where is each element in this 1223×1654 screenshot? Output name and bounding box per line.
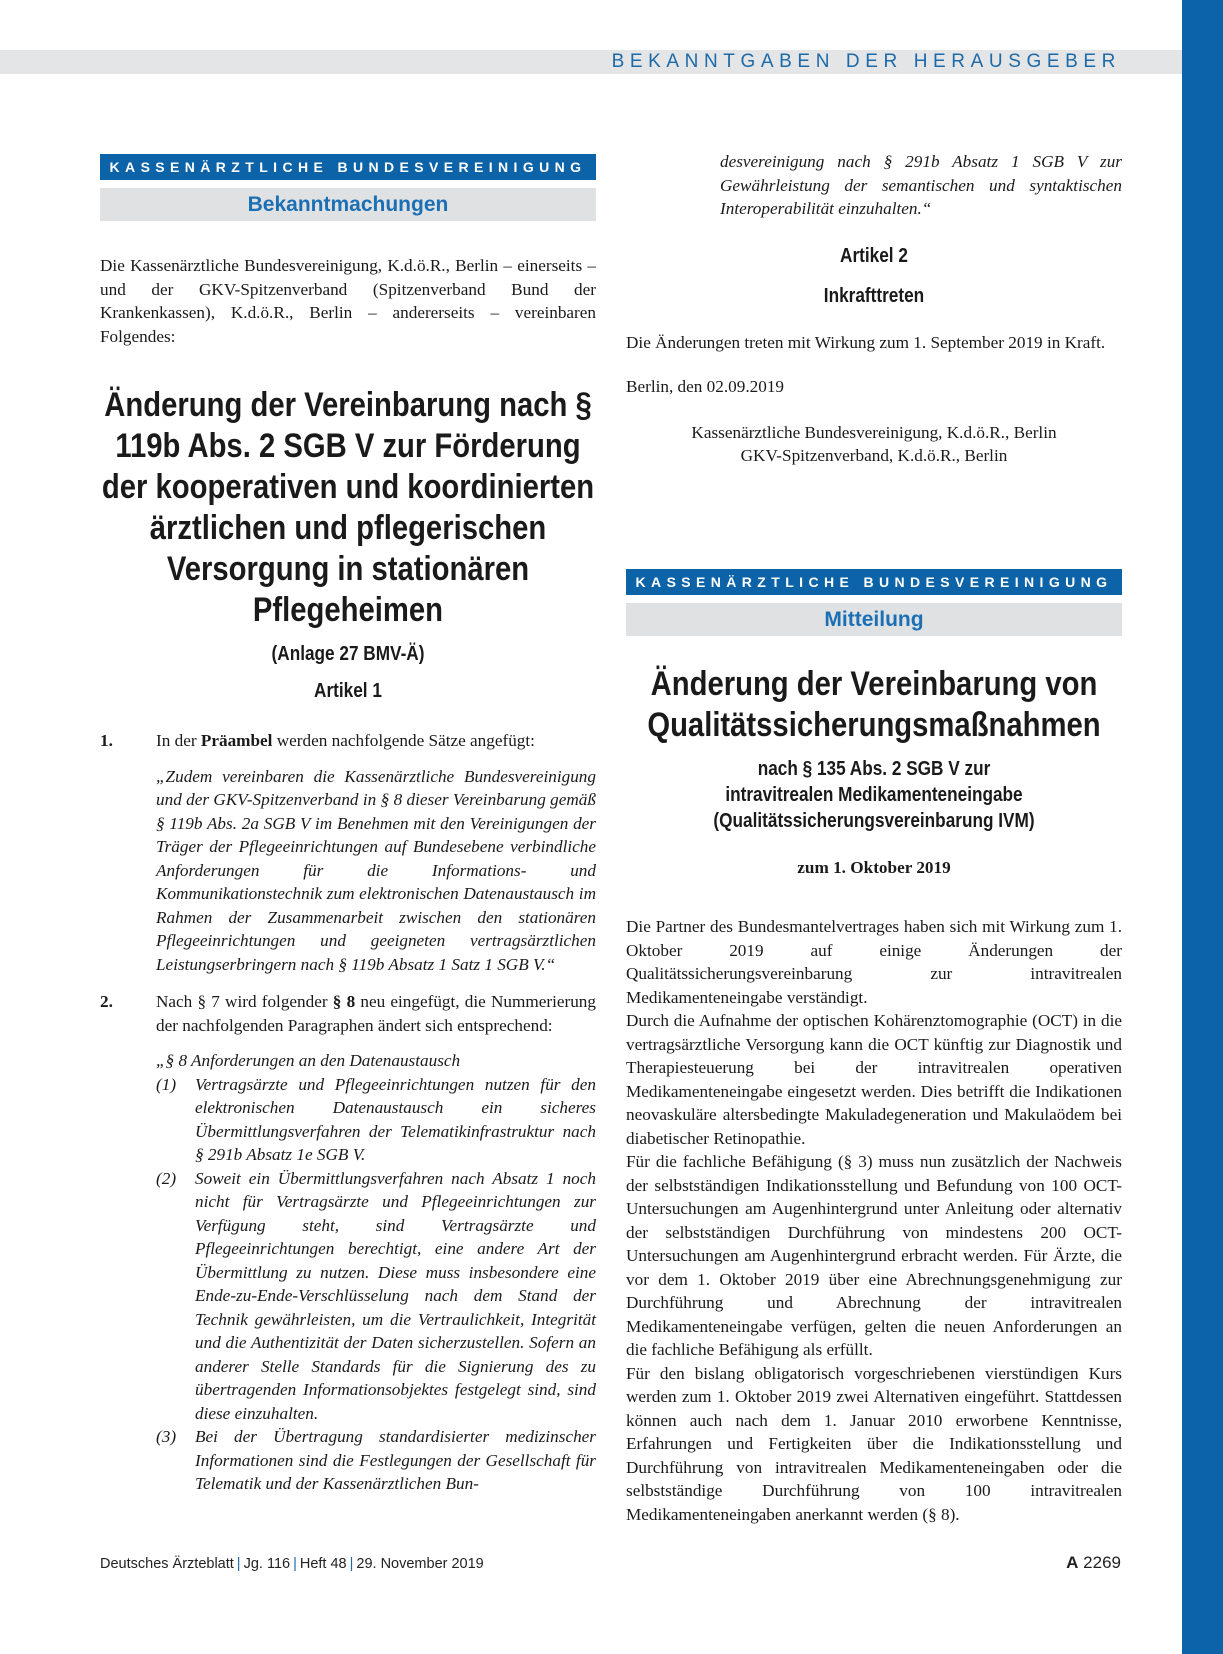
journal-date: 29. November 2019 [356, 1556, 484, 1572]
notice-subtitle: nach § 135 Abs. 2 SGB V zur intravitrealen Medikamenteneingabe (Qualitätssicherungsvereinbarung IVM) [713, 757, 1035, 832]
annex-label: (Anlage 27 BMV-Ä) [271, 643, 425, 665]
page-value: 2269 [1083, 1553, 1121, 1572]
article-heading: Artikel 1 [314, 680, 382, 702]
list-number: 1. [100, 731, 113, 750]
item-bold: § 8 [332, 992, 356, 1011]
notice-body [626, 915, 1122, 1526]
org-banner: KASSENÄRZTLICHE BUNDESVEREINIGUNG [100, 154, 596, 180]
sub-item [156, 1425, 596, 1496]
notice-title: Änderung der Vereinbarung von Qualitätssicherungsmaßnahmen [647, 664, 1101, 744]
sub-item-text: Vertragsärzte und Pflegeeinrichtungen nutzen für den elektronischen Datenaustausch ein sicheres Übermittlungsverfahren der Telematikinfrastruktur nach § 291b Absatz 1e SGB V. [195, 1074, 596, 1164]
sub-item-number: (1) [156, 1074, 177, 1094]
page-number [1066, 1553, 1121, 1573]
section-banner: Bekanntmachungen [100, 188, 596, 221]
body-paragraph: Für die fachliche Befähigung (§ 3) muss nun zusätzlich der Nachweis der selbstständigen Indikationsstellung und Befundung von 100 OCT-Untersuchungen am Augenhintergrund unter Anleitung oder alternativ der selbstständigen Durchführung von mindestens 200 OCT-Untersuchungen am Augenhintergrund erbracht werden. Für Ärzte, die vor dem 1. Oktober 2019 über eine Abrechnungsgenehmigung zur Durchführung und Abrechnung der intravitrealen Medikamenteneingabe verfügen, gelten die neuen Anforderungen an die fachliche Befähigung als erfüllt. [626, 1152, 1122, 1359]
quoted-heading: „§ 8 Anforderungen an den Datenaustausch [156, 1051, 461, 1070]
journal-volume: Jg. 116 [243, 1556, 291, 1572]
sub-item-text: Bei der Übertragung standardisierter medizinscher Informationen sind die Festlegungen der Gesellschaft für Telematik und der Kassenärztlichen Bun- [195, 1427, 596, 1493]
journal-name: Deutsches Ärzteblatt [100, 1556, 234, 1572]
body-paragraph: Für den bislang obligatorisch vorgeschriebenen vierstündigen Kurs werden zum 1. Oktober 2019 zwei Alternativen eingeführt. Stattdessen können auch nach dem 1. Januar 2010 erworbene Kenntnisse, Erfahrungen und Fertigkeiten über die Indikationsstellung und Durchführung von intravitrealen Medikamenteneingaben oder die selbstständige Durchführung von 100 intravitrealen Medikamenteneingaben anerkannt werden (§ 8). [626, 1363, 1122, 1524]
body-paragraph: Die Partner des Bundesmantelvertrages haben sich mit Wirkung zum 1. Oktober 2019 auf einige Änderungen der Qualitätssicherungsvereinbarung zur intravitrealen Medikamenteneingabe verständigt. [626, 917, 1122, 1007]
list-item [100, 990, 596, 1037]
page-prefix: A [1066, 1553, 1079, 1572]
signatory: GKV-Spitzenverband, K.d.ö.R., Berlin [740, 446, 1008, 465]
continuation-text: desvereinigung nach § 291b Absatz 1 SGB V zur Gewährleistung der semantischen und syntaktischen Interoperabilität einzuhalten.“ [720, 152, 1122, 218]
notice-date: zum 1. Oktober 2019 [797, 857, 951, 877]
item-text: neu eingefügt, die Nummerierung der nachfolgenden Paragraphen ändert sich entsprechend: [156, 992, 596, 1035]
header-title: BEKANNTGABEN DER HERAUSGEBER [611, 51, 1121, 72]
right-column [626, 150, 1122, 1526]
sub-item-list [156, 1073, 596, 1496]
item-text: In der [156, 731, 201, 750]
item-text: werden nachfolgende Sätze angefügt: [272, 731, 535, 750]
article-title: Änderung der Vereinbarung nach § 119b Abs. 2 SGB V zur Förderung der kooperativen und koordinierten ärztlichen und pflegerischen Versorgung in stationären Pflegeheimen [101, 386, 595, 629]
article2-title: Inkrafttreten [823, 284, 925, 307]
left-column [100, 154, 596, 1496]
sub-item-text: Soweit ein Übermittlungsverfahren nach Absatz 1 noch nicht für Vertragsärzte und Pflegeeinrichtungen zur Verfügung steht, sind Vertragsärzte und Pflegeeinrichtungen berechtigt, eine andere Art der Übermittlung zu nutzen. Diese muss insbesondere eine Ende-zu-Ende-Verschlüsselung nach dem Stand der Technik gewährleisten, um die Vertraulichkeit, Integrität und die Authentizität der Daten sicherzustellen. Sofern an anderer Stelle Standards für die Signierung des zu übertragenden Informationsobjektes festgelegt sind, sind diese einzuhalten. [195, 1168, 596, 1423]
sub-item [156, 1073, 596, 1167]
section-banner: Mitteilung [626, 603, 1122, 636]
item-bold: Präambel [200, 731, 273, 750]
list-item [100, 729, 596, 753]
place-date: Berlin, den 02.09.2019 [626, 377, 785, 396]
footer-citation: Deutsches Ärzteblatt | Jg. 116 | Heft 48 | 29. November 2019 [100, 1556, 484, 1572]
sub-item-number: (2) [156, 1168, 177, 1188]
intro-paragraph: Die Kassenärztliche Bundesvereinigung, K.d.ö.R., Berlin – einerseits – und der GKV-Spitzenverband (Spitzenverband Bund der Krankenkassen), K.d.ö.R., Berlin – andererseits – vereinbaren Folgendes: [100, 256, 596, 346]
effective-paragraph: Die Änderungen treten mit Wirkung zum 1. September 2019 in Kraft. [626, 332, 1106, 352]
quoted-text: „Zudem vereinbaren die Kassenärztliche Bundesvereinigung und der GKV-Spitzenverband in § 8 dieser Vereinbarung gemäß § 119b Abs. 2a SGB V im Benehmen mit den Vereinigungen der Träger der Pflegeeinrichtungen auf Bundesebene verbindliche Anforderungen für die Informations- und Kommunikationstechnik zum elektronischen Datenaustausch im Rahmen der Zusammenarbeit zwischen den stationären Pflegeeinrichtungen und geeigneten vertragsärztlichen Leistungserbringern nach § 119b Absatz 1 Satz 1 SGB V.“ [156, 766, 596, 974]
signatory: Kassenärztliche Bundesvereinigung, K.d.ö.R., Berlin [691, 422, 1057, 442]
sub-item [156, 1167, 596, 1426]
side-accent-bar [1182, 0, 1223, 1654]
org-banner: KASSENÄRZTLICHE BUNDESVEREINIGUNG [626, 569, 1122, 595]
quoted-section [100, 1049, 596, 1496]
article2-heading: Artikel 2 [840, 244, 908, 267]
body-paragraph: Durch die Aufnahme der optischen Kohärenztomographie (OCT) in die vertragsärztliche Versorgung kann die OCT künftig zur Diagnostik und Therapiesteuerung bei der intravitrealen operativen Medikamenteneingabe eingesetzt werden. Dies betrifft die Indikationen neovaskuläre altersbedingte Makuladegeneration und Makulaödem bei diabetischer Retinopathie. [626, 1011, 1122, 1148]
sub-item-number: (3) [156, 1427, 177, 1446]
journal-issue: Heft 48 [299, 1556, 347, 1572]
item-text: Nach § 7 wird folgender [156, 992, 333, 1011]
list-number: 2. [100, 992, 113, 1011]
